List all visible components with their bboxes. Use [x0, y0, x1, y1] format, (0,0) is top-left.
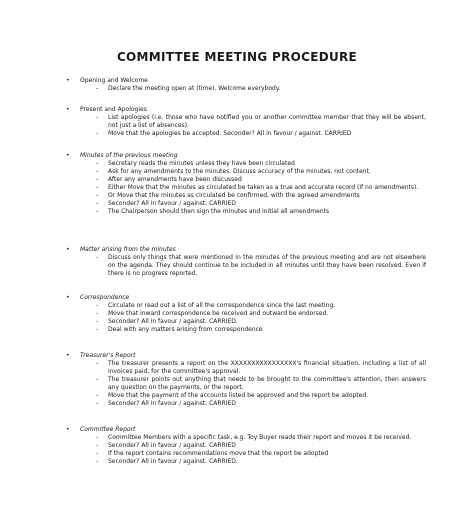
list-item — [66, 184, 426, 192]
bullet-icon: • — [66, 294, 70, 301]
list-item — [66, 85, 426, 93]
item-text: Either Move that the minutes as circulated be taken as a true and accurate record (if no amendments). — [108, 184, 419, 191]
item-list — [66, 434, 426, 466]
dash-icon: - — [96, 360, 99, 367]
heading-text: Opening and Welcome — [80, 77, 148, 84]
list-item — [66, 200, 426, 208]
dash-icon: - — [96, 442, 99, 449]
item-text: List apologies (i.e. those who have notified you or another committee member that they will be absent, not just a list of absences). — [108, 114, 426, 129]
list-item — [66, 376, 426, 392]
list-item — [66, 254, 426, 278]
item-text: Deal with any matters arising from correspondence — [108, 326, 263, 333]
section-heading — [66, 294, 426, 302]
list-item — [66, 176, 426, 184]
list-item — [66, 450, 426, 458]
bullet-icon: • — [66, 352, 70, 359]
dash-icon: - — [96, 168, 99, 175]
dash-icon: - — [96, 434, 99, 441]
item-text: Seconder? All in favour / against. CARRIED — [108, 442, 236, 449]
list-item — [66, 302, 426, 310]
list-item — [66, 208, 426, 216]
list-item — [66, 130, 426, 138]
dash-icon: - — [96, 184, 99, 191]
section-matter-arising — [66, 246, 426, 278]
dash-icon: - — [96, 160, 99, 167]
page-title: COMMITTEE MEETING PROCEDURE — [116, 50, 358, 64]
item-text: After any amendments have been discussed — [108, 176, 242, 183]
dash-icon: - — [96, 176, 99, 183]
heading-text: Committee Report — [80, 426, 136, 433]
section-treasurer-report — [66, 352, 426, 408]
item-text: Seconder? All in favour / against. CARRIED. — [108, 318, 238, 325]
list-item — [66, 310, 426, 318]
item-list — [66, 254, 426, 278]
list-item — [66, 168, 426, 176]
item-list — [66, 85, 426, 93]
list-item — [66, 400, 426, 408]
section-opening — [66, 77, 426, 93]
item-text: The treasurer points out anything that needs to be brought to the committee's attention, then answers any question on the payments, or the report. — [108, 376, 426, 391]
section-present-apologies — [66, 106, 426, 138]
dash-icon: - — [96, 400, 99, 407]
bullet-icon: • — [66, 426, 70, 433]
item-list — [66, 360, 426, 408]
dash-icon: - — [96, 310, 99, 317]
item-list — [66, 114, 426, 138]
list-item — [66, 192, 426, 200]
list-item — [66, 392, 426, 400]
item-text: Secretary reads the minutes unless they have been circulated — [108, 160, 295, 167]
dash-icon: - — [96, 392, 99, 399]
dash-icon: - — [96, 192, 99, 199]
section-heading — [66, 246, 426, 254]
item-text: Move that inward correspondence be received and outward be endorsed. — [108, 310, 329, 317]
item-text: Or Move that the minutes as circulated be confirmed, with the agreed amendments — [108, 192, 360, 199]
dash-icon: - — [96, 318, 99, 325]
section-heading — [66, 152, 426, 160]
dash-icon: - — [96, 130, 99, 137]
item-text: Declare the meeting open at (time). Welcome everybody. — [108, 85, 281, 92]
dash-icon: - — [96, 302, 99, 309]
dash-icon: - — [96, 85, 99, 92]
list-item — [66, 114, 426, 130]
heading-text: Present and Apologies — [80, 106, 147, 113]
list-item — [66, 442, 426, 450]
bullet-icon: • — [66, 246, 70, 253]
item-text: The Chairperson should then sign the minutes and initial all amendments — [108, 208, 330, 215]
item-text: Move that the apologies be accepted. Seconder? All in favour / against. CARRIED — [108, 130, 352, 137]
item-text: Committee Members with a specific task, e.g. Toy Buyer reads their report and moves it be received. — [108, 434, 412, 441]
section-heading — [66, 106, 426, 114]
item-text: Seconder? All in favour / against. CARRIED. — [108, 458, 238, 465]
section-heading — [66, 77, 426, 85]
item-text: Ask for any amendments to the minutes. Discuss accuracy of the minutes, not content. — [108, 168, 371, 175]
dash-icon: - — [96, 114, 99, 121]
item-text: The treasurer presents a report on the XXXXXXXXXXXXXXXX's financial situation, including a list of all invoices paid, for the committee's approval. — [108, 360, 426, 375]
list-item — [66, 160, 426, 168]
item-text: Discuss only things that were mentioned in the minutes of the previous meeting and are not elsewhere on the agenda. They should continue to be included in all minutes until they have been resolved. Even if there is no progress reported. — [108, 254, 426, 277]
section-minutes-previous — [66, 152, 426, 216]
section-heading — [66, 352, 426, 360]
list-item — [66, 360, 426, 376]
item-text: Seconder? All in favour / against. CARRIED — [108, 200, 236, 207]
dash-icon: - — [96, 254, 99, 261]
section-heading — [66, 426, 426, 434]
dash-icon: - — [96, 326, 99, 333]
heading-text: Treasurer's Report — [80, 352, 136, 359]
section-committee-report — [66, 426, 426, 466]
bullet-icon: • — [66, 152, 70, 159]
item-list — [66, 160, 426, 216]
item-text: If the report contains recommendations move that the report be adopted — [108, 450, 329, 457]
dash-icon: - — [96, 450, 99, 457]
bullet-icon: • — [66, 77, 70, 84]
bullet-icon: • — [66, 106, 70, 113]
item-text: Circulate or read out a list of all the correspondence since the last meeting. — [108, 302, 336, 309]
dash-icon: - — [96, 458, 99, 465]
item-text: Seconder? All in favour / against. CARRIED — [108, 400, 236, 407]
list-item — [66, 434, 426, 442]
heading-text: Matter arising from the minutes — [80, 246, 176, 253]
dash-icon: - — [96, 200, 99, 207]
list-item — [66, 318, 426, 326]
heading-text: Correspondence — [80, 294, 130, 301]
list-item — [66, 458, 426, 466]
dash-icon: - — [96, 376, 99, 383]
item-text: Move that the payment of the accounts listed be approved and the report be adopted. — [108, 392, 369, 399]
item-list — [66, 302, 426, 334]
section-correspondence — [66, 294, 426, 334]
dash-icon: - — [96, 208, 99, 215]
list-item — [66, 326, 426, 334]
heading-text: Minutes of the previous meeting — [80, 152, 178, 159]
